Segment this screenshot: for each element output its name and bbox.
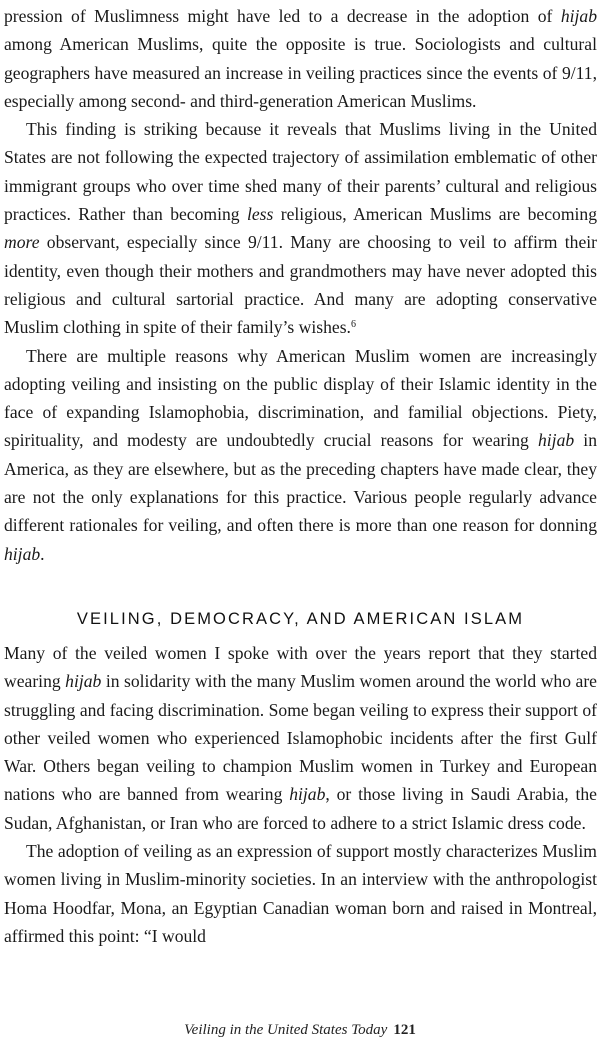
italic-term: hijab [289, 784, 326, 805]
paragraph-2 [4, 115, 597, 341]
italic-term: less [246, 204, 274, 225]
italic-term: hijab [65, 671, 102, 692]
paragraph-1 [4, 2, 597, 115]
text-run: pression of Muslimness might have led to a decrease in the adoption of [4, 6, 561, 26]
text-run: religious, American Muslims are becoming [273, 204, 597, 225]
italic-term: hijab [4, 543, 41, 564]
text-run: in America, as they are elsewhere, but as the preceding chapters have made clear, they are not the only explanations for this practice. Various people regularly advance different rationales for veiling, and often there is more than one reason for donning [4, 430, 597, 536]
paragraph-5 [4, 837, 597, 950]
text-run: Many of the veiled women I spoke with over the years report that they started wearing [4, 642, 597, 692]
italic-term: hijab [538, 430, 575, 451]
text-run: observant, especially since 9/11. Many are choosing to veil to affirm their identity, even though their mothers and grandmothers may have never adopted this religious and cultural sartorial practice. And many are adopting conservative Muslim clothing in spite of their family’s wishes. [4, 232, 597, 338]
text-run: The adoption of veiling as an expression of support mostly characterizes Muslim women living in Muslim-minority societies. In an interview with the anthropologist Homa Hoodfar, Mona, an Egyptian Canadian woman born and raised in Montreal, affirmed this point: “I would [4, 841, 597, 946]
italic-term: more [4, 232, 40, 253]
section-heading: VEILING, DEMOCRACY, AND AMERICAN ISLAM [76, 609, 525, 628]
running-title: Veiling in the United States Today [184, 1022, 388, 1038]
italic-term: hijab [560, 6, 597, 26]
text-run: This finding is striking because it reveals that Muslims living in the United States are not following the expected trajectory of assimilation emblematic of other immigrant groups who over time shed many of their parents’ cultural and religious practices. Rather than becoming [4, 119, 597, 225]
footnote-marker: 6 [350, 319, 356, 331]
page-number: 121 [393, 1022, 416, 1038]
text-run: among American Muslims, quite the opposite is true. Sociologists and cultural geographers have measured an increase in veiling practices since the events of 9/11, especially among second- and third-generation American Muslims. [4, 34, 597, 111]
text-run: in solidarity with the many Muslim women around the world who are struggling and facing discrimination. Some began veiling to express their support of other veiled women who experienced Islamophobic incidents after the first Gulf War. Others began veiling to champion Muslim women in Turkey and European nations who are banned from wearing [4, 671, 597, 805]
paragraph-3 [4, 342, 597, 568]
paragraph-4 [4, 639, 597, 837]
text-run: There are multiple reasons why American Muslim women are increasingly adopting veiling and insisting on the public display of their Islamic identity in the face of expanding Islamophobia, discrimination, and familial objections. Piety, spirituality, and modesty are undoubtedly crucial reasons for wearing [4, 345, 597, 451]
text-run: . [40, 543, 45, 564]
page-footer [0, 1022, 600, 1039]
text-run: , or those living in Saudi Arabia, the Sudan, Afghanistan, or Iran who are forced to adhere to a strict Islamic dress code. [4, 784, 597, 833]
